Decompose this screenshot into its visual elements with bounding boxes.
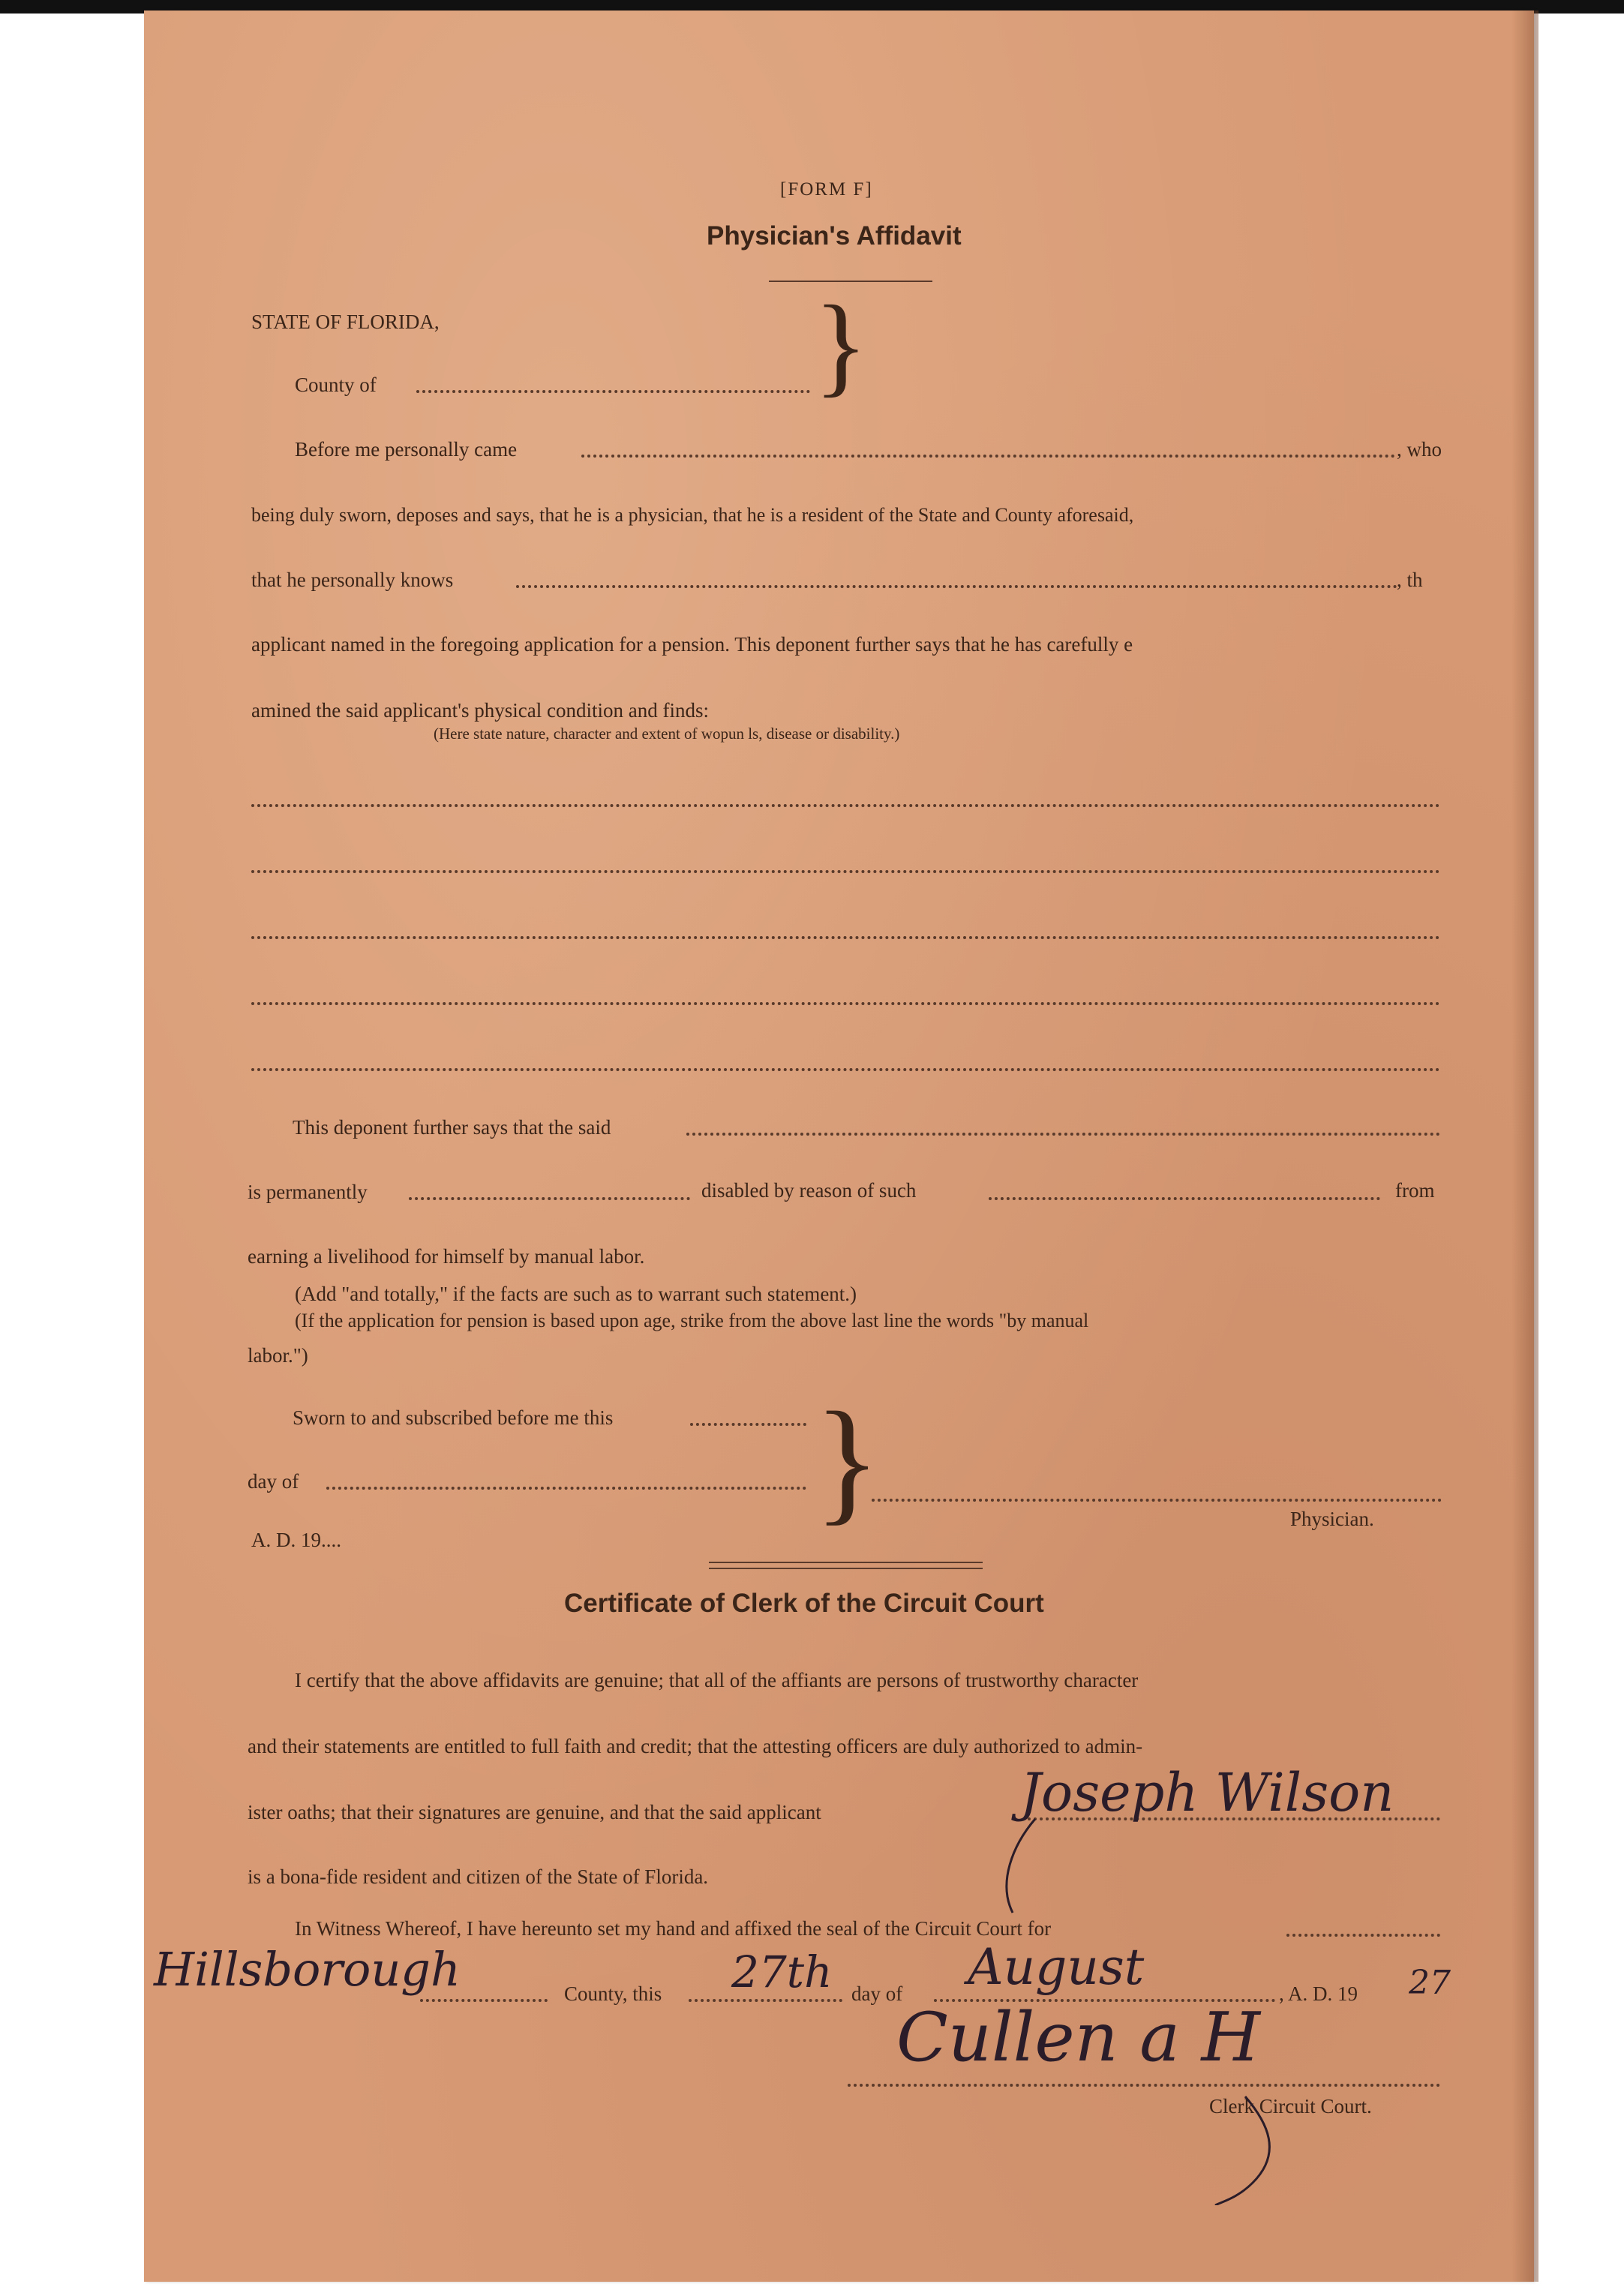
- state-label: STATE OF FLORIDA,: [251, 311, 440, 333]
- sworn-day-blank: [690, 1423, 806, 1426]
- findings-line-2: [251, 870, 1440, 873]
- handwritten-county: Hillsborough: [154, 1942, 461, 1997]
- physician-label: Physician.: [1290, 1508, 1374, 1530]
- applicant-line: applicant named in the foregoing application for a pension. This deponent further says that he has carefully e: [251, 633, 1133, 656]
- handwritten-month: August: [968, 1938, 1145, 1996]
- day-of-label-2: day of: [851, 1982, 903, 2005]
- disability-blank: [989, 1197, 1380, 1200]
- sworn-brace: }: [814, 1384, 881, 1538]
- cert-line-4: is a bona-fide resident and citizen of the State of Florida.: [248, 1865, 709, 1888]
- further-says-blank: [686, 1133, 1440, 1136]
- day-blank: [689, 1999, 842, 2002]
- cert-line-2: and their statements are entitled to full faith and credit; that the attesting officers are duly authorized to admin-: [248, 1735, 1143, 1757]
- handwritten-clerk-signature: Cullen a H: [896, 1998, 1260, 2077]
- examined-line: amined the said applicant's physical condition and finds:: [251, 699, 709, 722]
- knows-end: , th: [1397, 569, 1423, 591]
- livelihood-line: earning a livelihood for himself by manual labor.: [248, 1245, 645, 1268]
- findings-line-3: [251, 936, 1440, 939]
- page-edge-shadow: [1511, 11, 1538, 2282]
- clerk-signature-blank: [848, 2084, 1440, 2087]
- note-add: (Add "and totally," if the facts are such as to warrant such statement.): [295, 1283, 857, 1305]
- ad-label: A. D. 19....: [251, 1529, 341, 1551]
- permanently-label: is permanently: [248, 1181, 368, 1203]
- witness-line: In Witness Whereof, I have hereunto set my hand and affixed the seal of the Circuit Court for: [295, 1917, 1052, 1940]
- knows-label: that he personally knows: [251, 569, 454, 591]
- handwritten-year: 27: [1409, 1964, 1451, 2002]
- findings-line-1: [251, 804, 1440, 807]
- note-age: (If the application for pension is based upon age, strike from the above last line the words "by manual: [295, 1310, 1089, 1331]
- double-rule-top: [709, 1562, 983, 1563]
- applicant-name-flourish: [983, 1815, 1050, 1920]
- cert-line-1: I certify that the above affidavits are genuine; that all of the affiants are persons of trustworthy character: [295, 1669, 1139, 1691]
- day-of-label: day of: [248, 1470, 299, 1493]
- clerk-label: Clerk Circuit Court.: [1209, 2095, 1372, 2117]
- ad-label-2: , A. D. 19: [1279, 1982, 1358, 2005]
- note-age-cont: labor."): [248, 1344, 308, 1367]
- knows-blank: [516, 585, 1397, 588]
- handwritten-applicant-name: Joseph Wilson: [1020, 1762, 1394, 1823]
- page-title: Physician's Affidavit: [707, 221, 962, 251]
- certificate-title: Certificate of Clerk of the Circuit Court: [564, 1589, 1044, 1618]
- double-rule-bottom: [709, 1568, 983, 1569]
- cert-line-3: ister oaths; that their signatures are genuine, and that the said applicant: [248, 1801, 821, 1823]
- sworn-to-label: Sworn to and subscribed before me this: [293, 1406, 614, 1429]
- county-blank: [416, 390, 810, 393]
- state-brace: }: [814, 283, 868, 407]
- county-name-blank: [420, 1999, 548, 2002]
- examined-note: (Here state nature, character and extent of wopun ls, disease or disability.): [434, 725, 900, 743]
- before-me-label: Before me personally came: [295, 438, 518, 461]
- findings-line-5: [251, 1068, 1440, 1071]
- who-label: , who: [1397, 438, 1442, 461]
- county-label: County of: [295, 374, 377, 396]
- affiant-name-blank: [581, 455, 1395, 458]
- sworn-line: being duly sworn, deposes and says, that he is a physician, that he is a resident of the State and County aforesaid,: [251, 504, 1134, 526]
- title-rule: [769, 281, 932, 282]
- signature-flourish: [1208, 2093, 1298, 2205]
- physician-signature-blank: [872, 1499, 1442, 1502]
- handwritten-day: 27th: [731, 1946, 833, 1997]
- further-says-label: This deponent further says that the said: [293, 1116, 611, 1139]
- findings-line-4: [251, 1002, 1440, 1005]
- permanently-blank: [409, 1197, 690, 1200]
- disabled-by-label: disabled by reason of such: [701, 1179, 917, 1202]
- form-label: [FORM F]: [780, 179, 873, 200]
- witness-blank: [1286, 1934, 1440, 1937]
- from-label: from: [1395, 1179, 1435, 1202]
- sworn-month-blank: [326, 1487, 806, 1490]
- county-this-label: County, this: [564, 1982, 662, 2005]
